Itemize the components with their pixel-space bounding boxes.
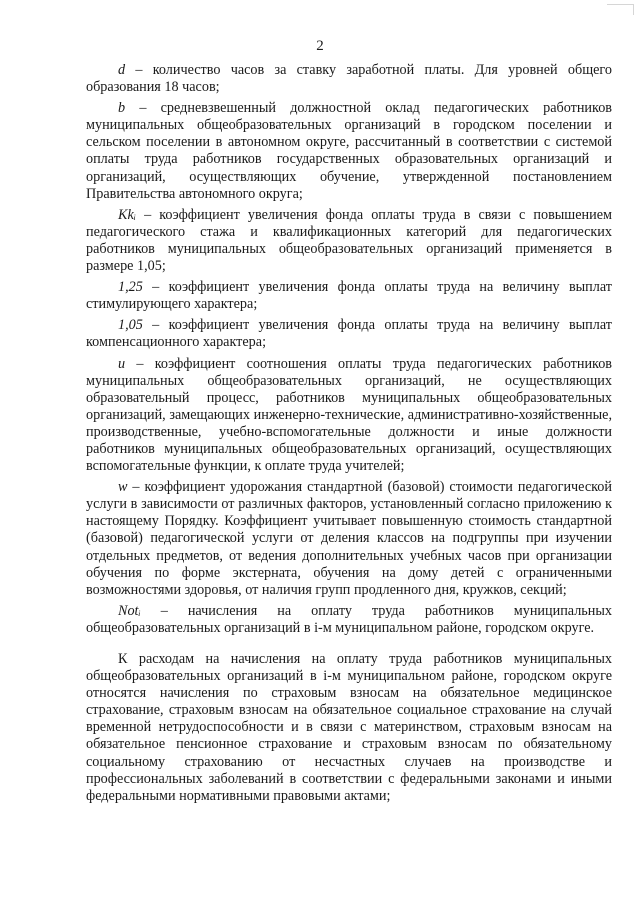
symbol: d — [118, 62, 126, 78]
document-body — [86, 62, 612, 809]
symbol: Kkᵢ — [118, 206, 137, 223]
definition-text: – коэффициент увеличения фонда оплаты труда на величину выплат стимулирующего характера; — [86, 279, 612, 313]
definition-1-05 — [86, 317, 612, 351]
definition-text: – начисления на оплату труда работников муниципальных общеобразовательных организаций в i-м муниципальном районе, городском округе. — [86, 602, 612, 636]
symbol: Notᵢ — [118, 602, 141, 619]
definition-w — [86, 479, 612, 599]
definition-not — [86, 603, 612, 637]
definition-d — [86, 62, 612, 96]
definition-text: – коэффициент удорожания стандартной (базовой) стоимости педагогической услуги в зависимости от различных факторов, установленный согласно приложению к настоящему Порядку. Коэффициент учитывает повышенную стоимость стандартной (базовой) педагогической услуги от деления классов на подгруппы при изучении отдельных предметов, от ведения дополнительных учебных часов при организации обучения по форме экстерната, обучения на дому детей с ограниченными возможностями здоровья, от наличия групп продленного дня, кружков, секций; — [86, 479, 612, 598]
final-paragraph: К расходам на начисления на оплату труда работников муниципальных общеобразовательных организаций в i-м муниципальном районе, городском округе относятся начисления по страховым взносам на обязательное медицинское страхование, страховым взносам на обязательное социальное страхование на случай временной нетрудоспособности и в связи с материнством, страховым взносам на обязательное пенсионное страхование и страховым взносам по обязательному социальному страхованию от несчастных случаев на производстве и профессиональных заболеваний в соответствии с федеральными законами и иными федеральными нормативными правовыми актами; — [86, 651, 612, 804]
definition-1-25 — [86, 279, 612, 313]
definition-text: – коэффициент увеличения фонда оплаты труда на величину выплат компенсационного характера; — [86, 317, 612, 351]
definition-text: – коэффициент увеличения фонда оплаты труда в связи с повышением педагогического стажа и квалификационных категорий для педагогических работников муниципальных общеобразовательных организаций применяется в размере 1,05; — [86, 206, 612, 275]
definition-kk — [86, 207, 612, 275]
page-number: 2 — [316, 38, 324, 54]
definition-text: – количество часов за ставку заработной платы. Для уровней общего образования 18 часов; — [86, 62, 612, 96]
definition-b — [86, 100, 612, 203]
scan-corner-mark — [607, 4, 634, 15]
symbol: 1,05 — [118, 317, 143, 334]
symbol: b — [118, 100, 126, 117]
symbol: 1,25 — [118, 279, 143, 296]
definition-text: – коэффициент соотношения оплаты труда педагогических работников муниципальных общеобразовательных организаций, не осуществляющих образовательный процесс, работников муниципальных общеобразовательных организаций, замещающих инженерно-технические, административно-хозяйственные, производственные, учебно-вспомогательные должности и иные должности работников муниципальных общеобразовательных организаций, осуществляющих вспомогательные функции, к оплате труда учителей; — [86, 355, 612, 475]
symbol: w — [118, 479, 128, 496]
definition-text: – средневзвешенный должностной оклад педагогических работников муниципальных общеобразовательных организаций в городском поселении и сельском поселении в автономном округе, рассчитанный в соответствии с системой оплаты труда работников государственных образовательных организаций и организаций, осуществляющих обучение, утвержденной постановлением Правительства автономного округа; — [86, 100, 612, 202]
definition-u — [86, 356, 612, 476]
symbol: u — [118, 355, 126, 372]
